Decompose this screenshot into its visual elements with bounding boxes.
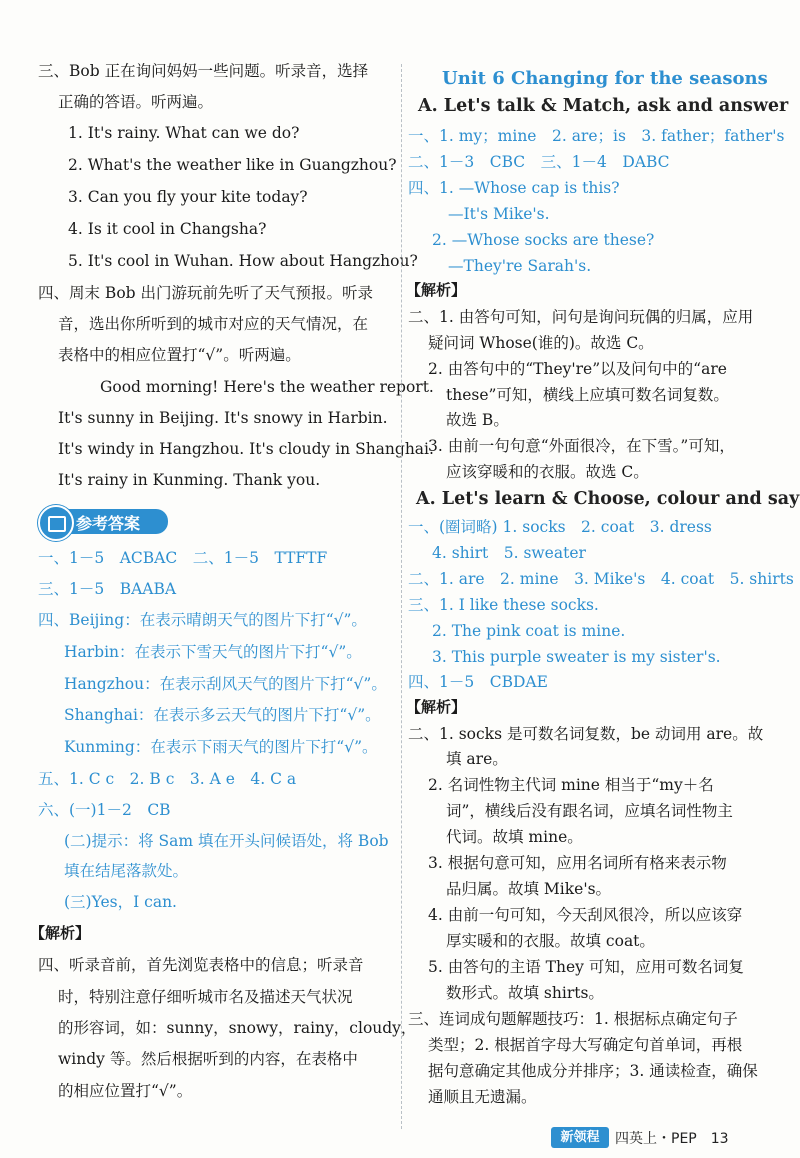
analysis-line: 三、连词成句题解题技巧：1. 根据标点确定句子 (408, 1010, 738, 1028)
analysis-line: 通顺且无遗漏。 (428, 1088, 537, 1106)
answer-key-banner (46, 509, 168, 534)
question-line: 5. It's cool in Wuhan. How about Hangzhou? (68, 252, 418, 270)
question-line: 4. Is it cool in Changsha? (68, 220, 267, 238)
analysis-line: 2. 由答句中的“They're”以及问句中的“are (428, 360, 727, 378)
brand-badge: 新领程 (551, 1127, 609, 1148)
section-heading-talk: A. Let's talk & Match, ask and answer (418, 96, 789, 116)
analysis-line: 疑问词 Whose(谁的)。故选 C。 (428, 334, 654, 352)
analysis-line: 故选 B。 (446, 411, 509, 429)
answer-line: 二、1－3 CBC 三、1－4 DABC (408, 153, 670, 171)
analysis-line: 二、1. socks 是可数名词复数，be 动词用 are。故 (408, 725, 764, 743)
question-line: It's rainy in Kunming. Thank you. (58, 471, 321, 489)
answer-line: 六、(一)1－2 CB (38, 801, 171, 819)
analysis-line: 5. 由答句的主语 They 可知，应用可数名词复 (428, 958, 744, 976)
book-icon (38, 505, 74, 541)
analysis-line: 3. 由前一句句意“外面很冷，在下雪。”可知， (428, 437, 735, 455)
answer-line: 4. shirt 5. sweater (432, 544, 586, 562)
analysis-line: 厚实暖和的衣服。故填 coat。 (446, 932, 655, 950)
analysis-line: 4. 由前一句可知，今天刮风很冷，所以应该穿 (428, 906, 743, 924)
unit-title: Unit 6 Changing for the seasons (442, 68, 768, 89)
answer-line: 三、1. I like these socks. (408, 596, 599, 614)
answer-line: 2. —Whose socks are these? (432, 231, 655, 249)
analysis-heading: 【解析】 (406, 698, 467, 716)
analysis-line: 2. 名词性物主代词 mine 相当于“my＋名 (428, 776, 714, 794)
answer-line: 三、1－5 BAABA (38, 580, 177, 598)
answer-line: 二、1. are 2. mine 3. Mike's 4. coat 5. shirts (408, 570, 794, 588)
answer-line: 3. This purple sweater is my sister's. (432, 648, 721, 666)
analysis-line: 数形式。故填 shirts。 (446, 984, 604, 1002)
question-line: 3. Can you fly your kite today? (68, 188, 308, 206)
analysis-line: 时，特别注意仔细听城市名及描述天气状况 (58, 988, 353, 1006)
answer-line: 一、(圈词略) 1. socks 2. coat 3. dress (408, 518, 712, 536)
analysis-heading: 【解析】 (30, 924, 91, 942)
question-line: 三、Bob 正在询问妈妈一些问题。听录音，选择 (38, 62, 369, 80)
analysis-line: windy 等。然后根据听到的内容，在表格中 (58, 1050, 358, 1068)
question-line: Good morning! Here's the weather report. (100, 378, 434, 396)
answer-line: 四、1－5 CBDAE (408, 673, 548, 691)
answer-line: (二)提示：将 Sam 填在开头问候语处，将 Bob (64, 832, 389, 850)
answer-line: Shanghai：在表示多云天气的图片下打“√”。 (64, 706, 381, 724)
analysis-line: 四、听录音前，首先浏览表格中的信息；听录音 (38, 956, 364, 974)
answer-key-title: 参考答案 (76, 514, 141, 533)
answer-line: 五、1. C c 2. B c 3. A e 4. C a (38, 770, 297, 788)
answer-line: 2. The pink coat is mine. (432, 622, 626, 640)
analysis-line: 的形容词，如：sunny，snowy，rainy，cloudy， (58, 1019, 417, 1037)
analysis-line: these”可知，横线上应填可数名词复数。 (446, 386, 729, 404)
question-line: It's windy in Hangzhou. It's cloudy in Shanghai. (58, 440, 434, 458)
analysis-line: 词”，横线后没有跟名词，应填名词性物主 (446, 802, 733, 820)
answer-line: —They're Sarah's. (448, 257, 592, 275)
analysis-line: 的相应位置打“√”。 (58, 1082, 193, 1100)
analysis-line: 填 are。 (446, 750, 508, 768)
answer-line: 四、1. —Whose cap is this? (408, 179, 620, 197)
section-heading-learn: A. Let's learn & Choose, colour and say (416, 489, 800, 509)
page-footer: 四英上・PEP 13 (615, 1131, 729, 1147)
answer-line: 一、1－5 ACBAC 二、1－5 TTFTF (38, 549, 328, 567)
answer-line: 四、Beijing：在表示晴朗天气的图片下打“√”。 (38, 611, 367, 629)
question-line: 音，选出你所听到的城市对应的天气情况，在 (58, 315, 369, 333)
question-line: 正确的答语。听两遍。 (58, 93, 214, 111)
analysis-line: 据句意确定其他成分并排序；3. 通读检查，确保 (428, 1062, 758, 1080)
question-line: 1. It's rainy. What can we do? (68, 124, 300, 142)
question-line: It's sunny in Beijing. It's snowy in Harbin. (58, 409, 388, 427)
answer-line: 一、1. my；mine 2. are；is 3. father；father's (408, 127, 785, 145)
column-divider (401, 64, 402, 1129)
answer-line: (三)Yes，I can. (64, 893, 177, 911)
analysis-line: 品归属。故填 Mike's。 (446, 880, 612, 898)
question-line: 表格中的相应位置打“√”。听两遍。 (58, 346, 301, 364)
analysis-line: 类型；2. 根据首字母大写确定句首单词，再根 (428, 1036, 743, 1054)
question-line: 2. What's the weather like in Guangzhou? (68, 156, 397, 174)
question-line: 四、周末 Bob 出门游玩前先听了天气预报。听录 (38, 284, 373, 302)
answer-line: Harbin：在表示下雪天气的图片下打“√”。 (64, 643, 362, 661)
answer-line: Kunming：在表示下雨天气的图片下打“√”。 (64, 738, 378, 756)
analysis-line: 二、1. 由答句可知，问句是询问玩偶的归属，应用 (408, 308, 754, 326)
answer-line: 填在结尾落款处。 (64, 862, 189, 880)
analysis-heading: 【解析】 (406, 281, 467, 299)
analysis-line: 3. 根据句意可知，应用名词所有格来表示物 (428, 854, 727, 872)
answer-line: —It's Mike's. (448, 205, 550, 223)
answer-line: Hangzhou：在表示刮风天气的图片下打“√”。 (64, 675, 387, 693)
analysis-line: 应该穿暖和的衣服。故选 C。 (446, 463, 649, 481)
analysis-line: 代词。故填 mine。 (446, 828, 583, 846)
